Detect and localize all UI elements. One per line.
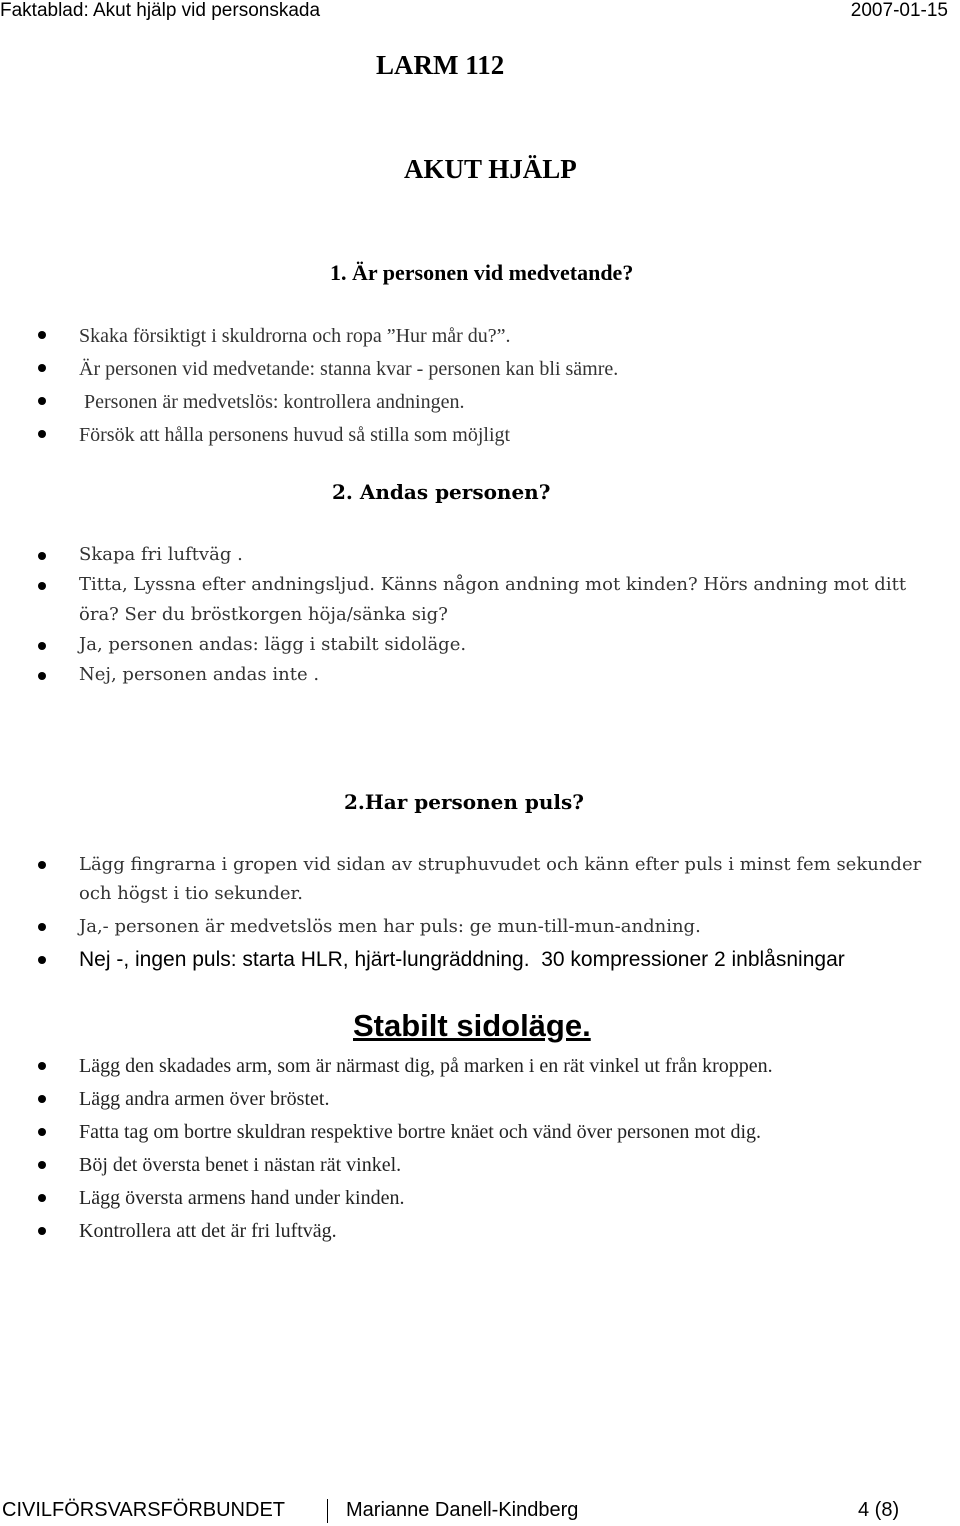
bullet-icon	[38, 923, 46, 931]
list-item: Lägg fingrarna i gropen vid sidan av struphuvudet och känn efter puls i minst fem sekunder och högst i tio sekunder.	[0, 850, 950, 908]
bullet-icon	[38, 861, 46, 869]
section-heading-consciousness: 1. Är personen vid medvetande?	[330, 260, 634, 285]
bullet-icon	[38, 1194, 46, 1202]
list-item: Lägg den skadades arm, som är närmast dig, på marken i en rät vinkel ut från kroppen.	[0, 1050, 950, 1083]
bullet-icon	[38, 364, 46, 372]
list-item: Ja, personen andas: lägg i stabilt sidoläge.	[0, 630, 950, 660]
bullet-icon	[38, 1161, 46, 1169]
doc-title: LARM 112	[376, 50, 505, 80]
list-item: Lägg andra armen över bröstet.	[0, 1083, 950, 1116]
header-title: Faktablad: Akut hjälp vid personskada	[0, 0, 321, 21]
consciousness-list	[0, 320, 950, 452]
page-number: 4 (8)	[858, 1499, 900, 1521]
page-header	[0, 0, 960, 22]
pulse-list	[0, 850, 950, 978]
bullet-icon	[38, 1128, 46, 1136]
list-item: Nej -, ingen puls: starta HLR, hjärt-lungräddning. 30 kompressioner 2 inblåsningar	[0, 945, 950, 974]
bullet-icon	[38, 552, 46, 560]
bullet-icon	[38, 672, 46, 680]
bullet-icon	[38, 397, 46, 405]
list-item: Fatta tag om bortre skuldran respektive bortre knäet och vänd över personen mot dig.	[0, 1116, 950, 1149]
bullet-icon	[38, 1095, 46, 1103]
list-item: Skaka försiktigt i skuldrorna och ropa ”Hur mår du?”.	[0, 320, 950, 353]
list-item: Försök att hålla personens huvud så stilla som möjligt	[0, 419, 950, 452]
section-heading-recovery-position: Stabilt sidoläge.	[353, 1008, 591, 1043]
header-date: 2007-01-15	[850, 0, 948, 21]
bullet-icon	[38, 582, 46, 590]
list-item: Böj det översta benet i nästan rät vinkel.	[0, 1149, 950, 1182]
list-item: Personen är medvetslös: kontrollera andningen.	[0, 386, 950, 419]
doc-subtitle: AKUT HJÄLP	[404, 154, 577, 184]
list-item: Lägg översta armens hand under kinden.	[0, 1182, 950, 1215]
breathing-list	[0, 540, 950, 690]
list-item: Titta, Lyssna efter andningsljud. Känns någon andning mot kinden? Hörs andning mot ditt öra? Ser du bröstkorgen höja/sänka sig?	[0, 570, 950, 630]
list-item: Ja,- personen är medvetslös men har puls: ge mun-till-mun-andning.	[0, 912, 950, 941]
list-item: Är personen vid medvetande: stanna kvar - personen kan bli sämre.	[0, 353, 950, 386]
bullet-icon	[38, 1062, 46, 1070]
footer-divider	[327, 1499, 328, 1523]
page-footer	[0, 1496, 960, 1524]
bullet-icon	[38, 430, 46, 438]
bullet-icon	[38, 642, 46, 650]
list-item: Skapa fri luftväg .	[0, 540, 950, 570]
bullet-icon	[38, 956, 46, 964]
bullet-icon	[38, 1227, 46, 1235]
footer-organization: CIVILFÖRSVARSFÖRBUNDET	[2, 1499, 285, 1521]
section-heading-pulse: 2.Har personen puls?	[344, 790, 584, 814]
recovery-position-list	[0, 1050, 950, 1248]
bullet-icon	[38, 331, 46, 339]
footer-author: Marianne Danell-Kindberg	[346, 1499, 579, 1521]
section-heading-breathing: 2. Andas personen?	[332, 480, 551, 504]
list-item: Kontrollera att det är fri luftväg.	[0, 1215, 950, 1248]
list-item: Nej, personen andas inte .	[0, 660, 950, 690]
